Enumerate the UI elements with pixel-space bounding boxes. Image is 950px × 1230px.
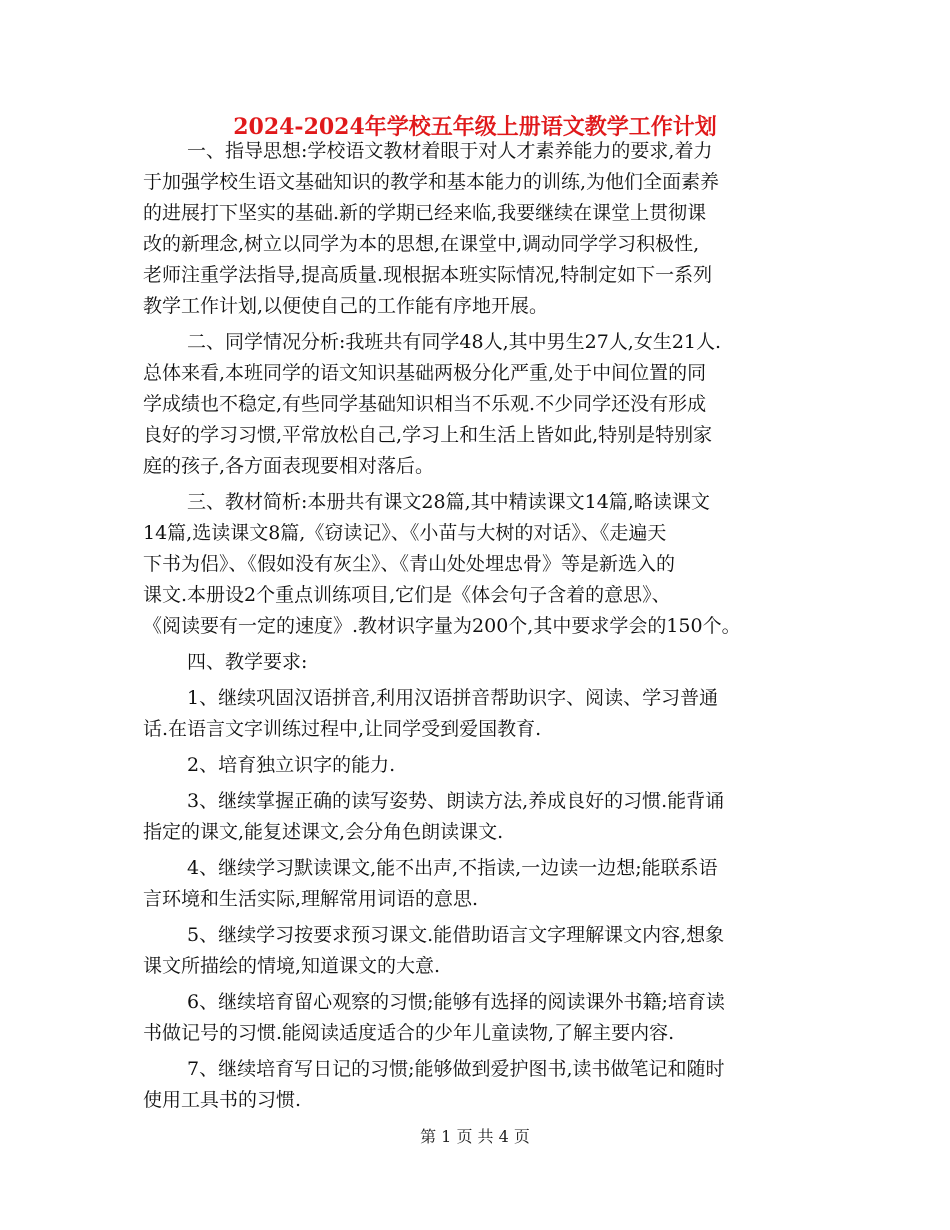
paragraph-line: 教学工作计划,以便使自己的工作能有序地开展。: [143, 295, 549, 317]
list-item: 2、培育独立识字的能力.: [187, 754, 396, 776]
paragraph-line: 于加强学校生语文基础知识的教学和基本能力的训练,为他们全面素养: [143, 171, 720, 193]
list-item-continuation: 话.在语言文字训练过程中,让同学受到爱国教育.: [143, 718, 542, 740]
paragraph-line: 14篇,选读课文8篇,《窃读记》、《小苗与大树的对话》、《走遍天: [143, 522, 667, 544]
document-body: [143, 136, 813, 1116]
paragraph-line: 三、教材简析:本册共有课文28篇,其中精读课文14篇,略读课文: [187, 491, 710, 513]
paragraph-line: 一、指导思想:学校语文教材着眼于对人才素养能力的要求,着力: [187, 140, 713, 162]
list-item: 3、继续掌握正确的读写姿势、朗读方法,养成良好的习惯.能背诵: [187, 790, 725, 812]
page-number-footer: 第 1 页 共 4 页: [420, 1127, 530, 1146]
list-item-continuation: 课文所描绘的情境,知道课文的大意.: [143, 955, 441, 977]
paragraph-line: 良好的学习习惯,平常放松自己,学习上和生活上皆如此,特别是特别家: [143, 424, 713, 446]
paragraph-line: 老师注重学法指导,提高质量.现根据本班实际情况,特制定如下一系列: [143, 264, 713, 286]
list-item-continuation: 指定的课文,能复述课文,会分角色朗读课文.: [143, 821, 504, 843]
paragraph-line: 庭的孩子,各方面表现要相对落后。: [143, 455, 435, 477]
paragraph-line: 课文.本册设2个重点训练项目,它们是《体会句子含着的意思》、: [143, 584, 671, 606]
list-item: 6、继续培育留心观察的习惯;能够有选择的阅读课外书籍;培育读: [187, 991, 725, 1013]
list-item-continuation: 书做记号的习惯.能阅读适度适合的少年儿童读物,了解主要内容.: [143, 1022, 675, 1044]
paragraph-line: 二、同学情况分析:我班共有同学48人,其中男生27人,女生21人.: [187, 331, 722, 353]
section-heading: 四、教学要求:: [187, 651, 308, 673]
paragraph-line: 学成绩也不稳定,有些同学基础知识相当不乐观.不少同学还没有形成: [143, 393, 707, 415]
list-item-continuation: 使用工具书的习惯.: [143, 1089, 302, 1111]
paragraph-line: 下书为侣》、《假如没有灰尘》、《青山处处埋忠骨》等是新选入的: [143, 553, 676, 575]
list-item-continuation: 言环境和生活实际,理解常用词语的意思.: [143, 888, 479, 910]
paragraph-line: 《阅读要有一定的速度》.教材识字量为200个,其中要求学会的150个。: [143, 615, 741, 637]
paragraph-line: 改的新理念,树立以同学为本的思想,在课堂中,调动同学学习积极性,: [143, 233, 700, 255]
list-item: 4、继续学习默读课文,能不出声,不指读,一边读一边想;能联系语: [187, 857, 718, 879]
document-title: 2024-2024年学校五年级上册语文教学工作计划: [233, 114, 717, 140]
paragraph-line: 总体来看,本班同学的语文知识基础两极分化严重,处于中间位置的同: [143, 362, 707, 384]
list-item: 1、继续巩固汉语拼音,利用汉语拼音帮助识字、阅读、学习普通: [187, 687, 719, 709]
paragraph-line: 的进展打下坚实的基础.新的学期已经来临,我要继续在课堂上贯彻课: [143, 202, 707, 224]
list-item: 5、继续学习按要求预习课文.能借助语言文字理解课文内容,想象: [187, 924, 725, 946]
list-item: 7、继续培育写日记的习惯;能够做到爱护图书,读书做笔记和随时: [187, 1058, 725, 1080]
